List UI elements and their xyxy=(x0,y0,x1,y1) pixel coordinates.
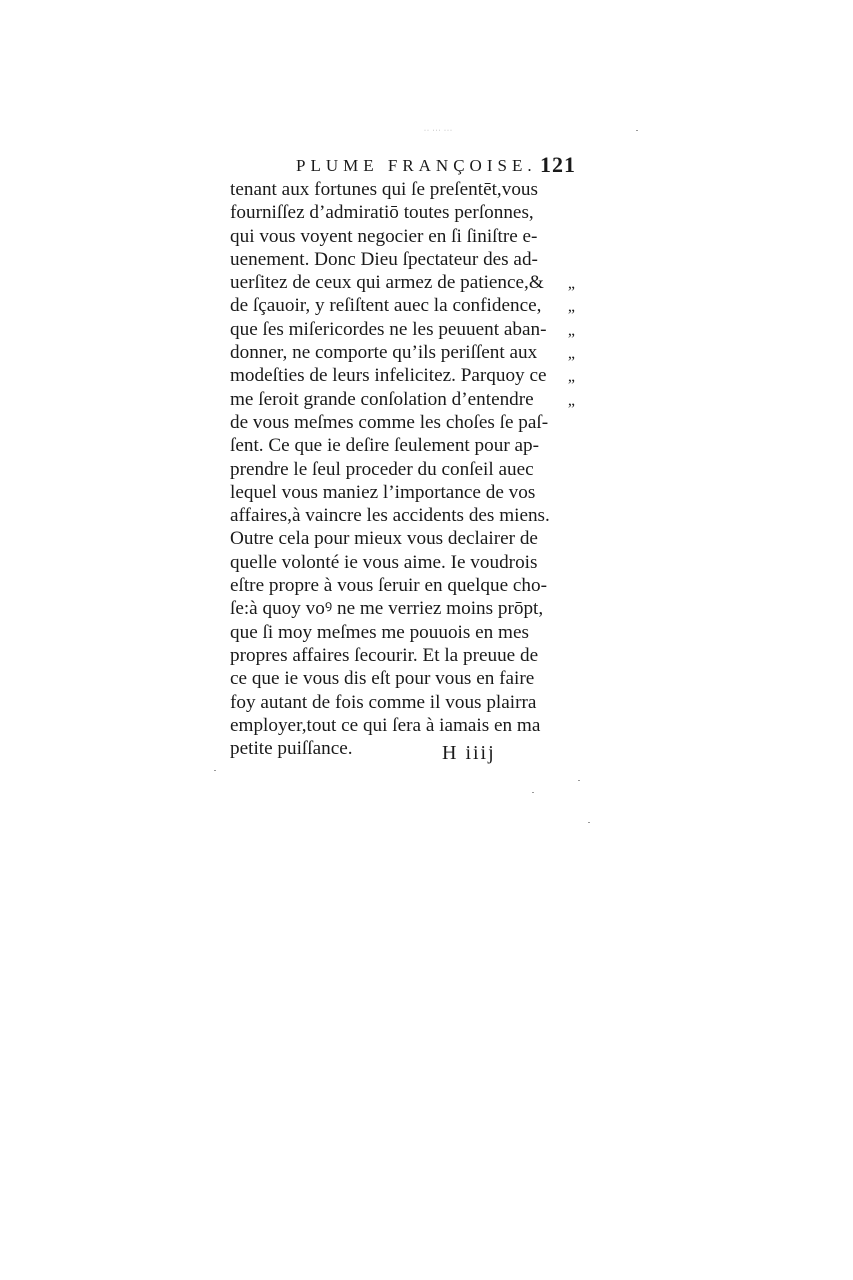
text-line xyxy=(230,201,575,224)
scan-speck xyxy=(636,130,638,131)
line-text: uerſitez de ceux qui armez de patience,& xyxy=(230,272,544,294)
quote-mark: „ xyxy=(567,275,575,293)
text-line xyxy=(230,411,575,434)
line-text: ſe:à quoy voꝰ ne me verriez moins prōpt, xyxy=(230,598,544,620)
text-line xyxy=(230,178,575,201)
quote-mark: „ xyxy=(567,345,575,363)
text-line xyxy=(230,691,575,714)
text-line xyxy=(230,621,575,644)
running-title: PLUME FRANÇOISE. xyxy=(296,156,537,175)
scan-speck xyxy=(532,792,534,793)
line-text: ce que ie vous dis eſt pour vous en faire xyxy=(230,668,535,690)
text-line xyxy=(230,458,575,481)
signature-mark: H iiij xyxy=(442,742,496,764)
text-line xyxy=(230,271,575,294)
quote-mark: „ xyxy=(567,321,575,339)
line-text: petite puiſſance. xyxy=(230,738,353,760)
text-line xyxy=(230,667,575,690)
top-printer-mark: ·· ··· ··· xyxy=(424,128,453,134)
quote-mark: „ xyxy=(567,298,575,316)
text-line xyxy=(230,294,575,317)
text-line xyxy=(230,597,575,620)
line-text: affaires,à vaincre les accidents des miens. xyxy=(230,505,550,527)
line-text: modeſties de leurs infelicitez. Parquoy ce xyxy=(230,365,547,387)
line-text: prendre le ſeul proceder du conſeil auec xyxy=(230,458,534,480)
line-text: me ſeroit grande conſolation d’entendre xyxy=(230,388,534,410)
text-line xyxy=(230,551,575,574)
text-line xyxy=(230,737,575,760)
text-line xyxy=(230,318,575,341)
text-line xyxy=(230,527,575,550)
text-line xyxy=(230,364,575,387)
scan-speck xyxy=(214,770,216,771)
quote-mark: „ xyxy=(567,368,575,386)
text-line xyxy=(230,388,575,411)
line-text: eſtre propre à vous ſeruir en quelque cho- xyxy=(230,575,547,597)
line-text: de ſçauoir, y reſiſtent auec la confidence, xyxy=(230,295,542,317)
line-text: fourniſſez d’admiratiō toutes perſonnes, xyxy=(230,202,534,224)
line-text: Outre cela pour mieux vous declairer de xyxy=(230,528,538,550)
quote-mark: „ xyxy=(567,391,575,409)
page-number: 121 xyxy=(540,152,576,177)
line-text: donner, ne comporte qu’ils periſſent aux xyxy=(230,342,538,364)
body-text xyxy=(230,178,575,760)
line-text: foy autant de fois comme il vous plairra xyxy=(230,691,537,713)
line-text: lequel vous maniez l’importance de vos xyxy=(230,481,536,503)
text-line xyxy=(230,714,575,737)
text-line xyxy=(230,225,575,248)
text-line xyxy=(230,434,575,457)
line-text: de vous meſmes comme les choſes ſe paſ- xyxy=(230,411,549,433)
line-text: employer,tout ce qui ſera à iamais en ma xyxy=(230,714,541,736)
scan-speck xyxy=(588,822,590,823)
text-line xyxy=(230,504,575,527)
line-text: ſent. Ce que ie deſire ſeulement pour ap- xyxy=(230,435,540,457)
text-line xyxy=(230,481,575,504)
scan-speck xyxy=(578,780,580,781)
line-text: uenement. Donc Dieu ſpectateur des ad- xyxy=(230,248,538,270)
line-text: qui vous voyent negocier en ſi ſiniſtre e- xyxy=(230,225,538,247)
line-text: propres affaires ſecourir. Et la preuue de xyxy=(230,644,539,666)
text-line xyxy=(230,341,575,364)
line-text: quelle volonté ie vous aime. Ie voudrois xyxy=(230,551,538,573)
text-line xyxy=(230,574,575,597)
text-line xyxy=(230,644,575,667)
line-text: tenant aux fortunes qui ſe preſentēt,vous xyxy=(230,179,538,200)
line-text: que ſes miſericordes ne les peuuent aban- xyxy=(230,318,547,340)
line-text: que ſi moy meſmes me pouuois en mes xyxy=(230,621,529,643)
text-line xyxy=(230,248,575,271)
